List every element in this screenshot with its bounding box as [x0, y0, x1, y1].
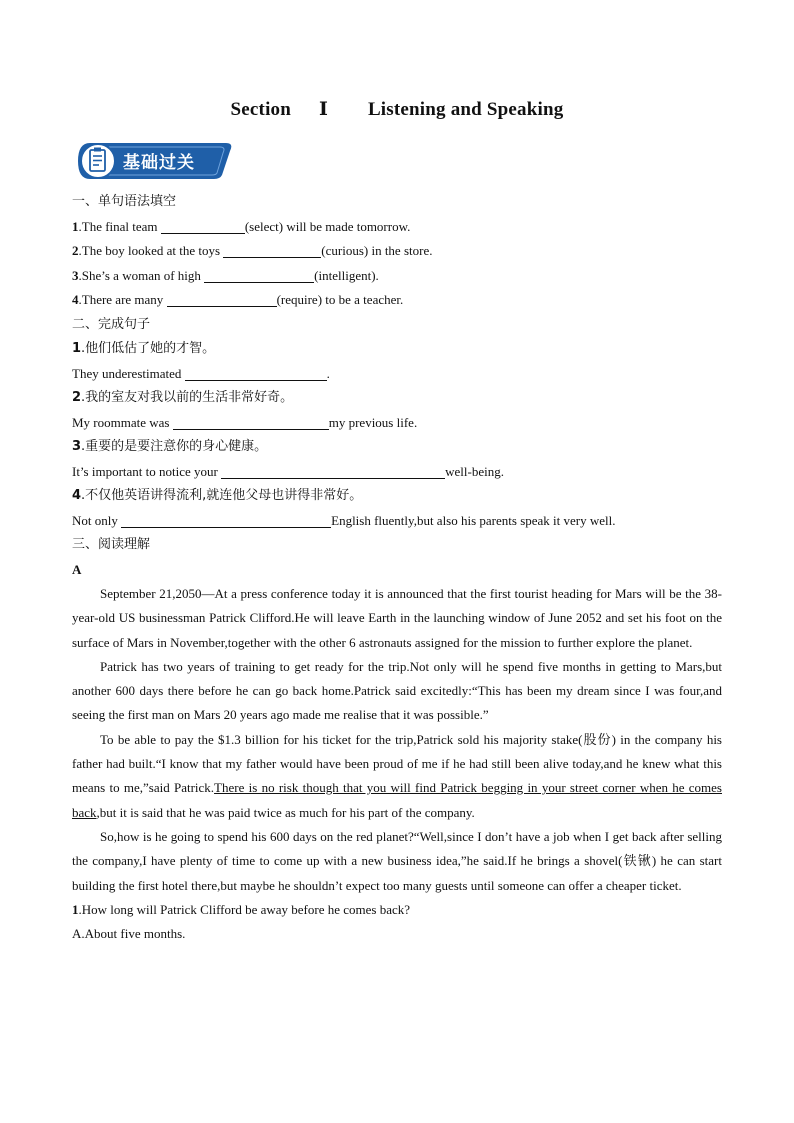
part2-prompt: 2.我的室友对我以前的生活非常好奇。 [72, 390, 294, 405]
passage-paragraph-1: September 21,2050—At a press conference today it is announced that the first tourist heading for Mars will be the 38-year-old US businessman Patrick Clifford.He will leave Earth in the launching window of June 2052 and set his foot on the surface of Mars in November,together with the other 6 astronauts assigned for the mission to further explore the planet. [72, 586, 722, 650]
part2-prompt: 1.他们低估了她的才智。 [72, 341, 216, 356]
part2-prompt: 3.重要的是要注意你的身心健康。 [72, 439, 268, 454]
part1-item: 4.There are many (require) to be a teacher. [72, 292, 404, 307]
part2-answer: They underestimated . [72, 365, 330, 381]
passage-paragraph-2: Patrick has two years of training to get ready for the trip.Not only will he spend five months in getting to Mars,but another 600 days there before he can go back home.Patrick said excitedly:“This has been my dream since I was four,and seeing the first man on Mars 20 years ago made me realise that it was possible.” [72, 658, 722, 723]
worksheet-content [72, 190, 722, 947]
option-a[interactable]: A.About five months. [72, 926, 186, 942]
answer-blank[interactable] [161, 219, 245, 234]
part3-heading: 三、阅读理解 [72, 537, 151, 552]
answer-blank[interactable] [221, 464, 445, 479]
part1-item: 2.The boy looked at the toys (curious) in the store. [72, 243, 433, 258]
answer-blank[interactable] [204, 268, 314, 283]
answer-blank[interactable] [121, 513, 331, 528]
underlined-sentence: There is no risk though that you will find Patrick begging in your street corner when he comes back [72, 780, 722, 820]
part2-answer: It’s important to notice your well-being. [72, 463, 504, 479]
title-section: Section [230, 99, 292, 120]
question: 1.How long will Patrick Clifford be away before he comes back? [72, 901, 411, 917]
part2-prompt: 4.不仅他英语讲得流利,就连他父母也讲得非常好。 [72, 488, 363, 503]
title-numeral: Ⅰ [318, 99, 329, 120]
answer-blank[interactable] [173, 415, 329, 430]
answer-blank[interactable] [167, 292, 277, 307]
banner-label: 基础过关 [123, 153, 195, 173]
part2-heading: 二、完成句子 [72, 316, 151, 332]
answer-blank[interactable] [185, 366, 327, 381]
passage-label: A [72, 561, 82, 577]
page-title [0, 98, 794, 121]
part1-item: 3.She’s a woman of high (intelligent). [72, 267, 379, 283]
part1-heading: 一、单句语法填空 [72, 194, 177, 209]
passage-paragraph-4: So,how is he going to spend his 600 days on the red planet?“Well,since I don’t have a job when I get back after selling the company,I have plenty of time to come up with a new business idea,”he said.If he brings a shovel(铁锹) he can start building the first hotel there,but maybe he shouldn’t expect too many guests until someone can offer a cheaper ticket. [72, 828, 722, 893]
part2-answer: My roommate was my previous life. [72, 414, 418, 430]
part1-item: 1.The final team (select) will be made tomorrow. [72, 218, 411, 234]
passage-paragraph-3: To be able to pay the $1.3 billion for his ticket for the trip,Patrick sold his majority stake(股份) in the company his father had built.“I know that my father would have been proud of me if he had still been alive today,and he knew what this means to me,”said Patrick.There is no risk though that you will find Patrick begging in your street corner when he comes back,but it is said that he was paid twice as much for his part of the company. [72, 731, 722, 820]
part2-answer: Not only English fluently,but also his parents speak it very well. [72, 512, 616, 528]
title-name: Listening and Speaking [367, 99, 564, 120]
answer-blank[interactable] [223, 243, 321, 258]
